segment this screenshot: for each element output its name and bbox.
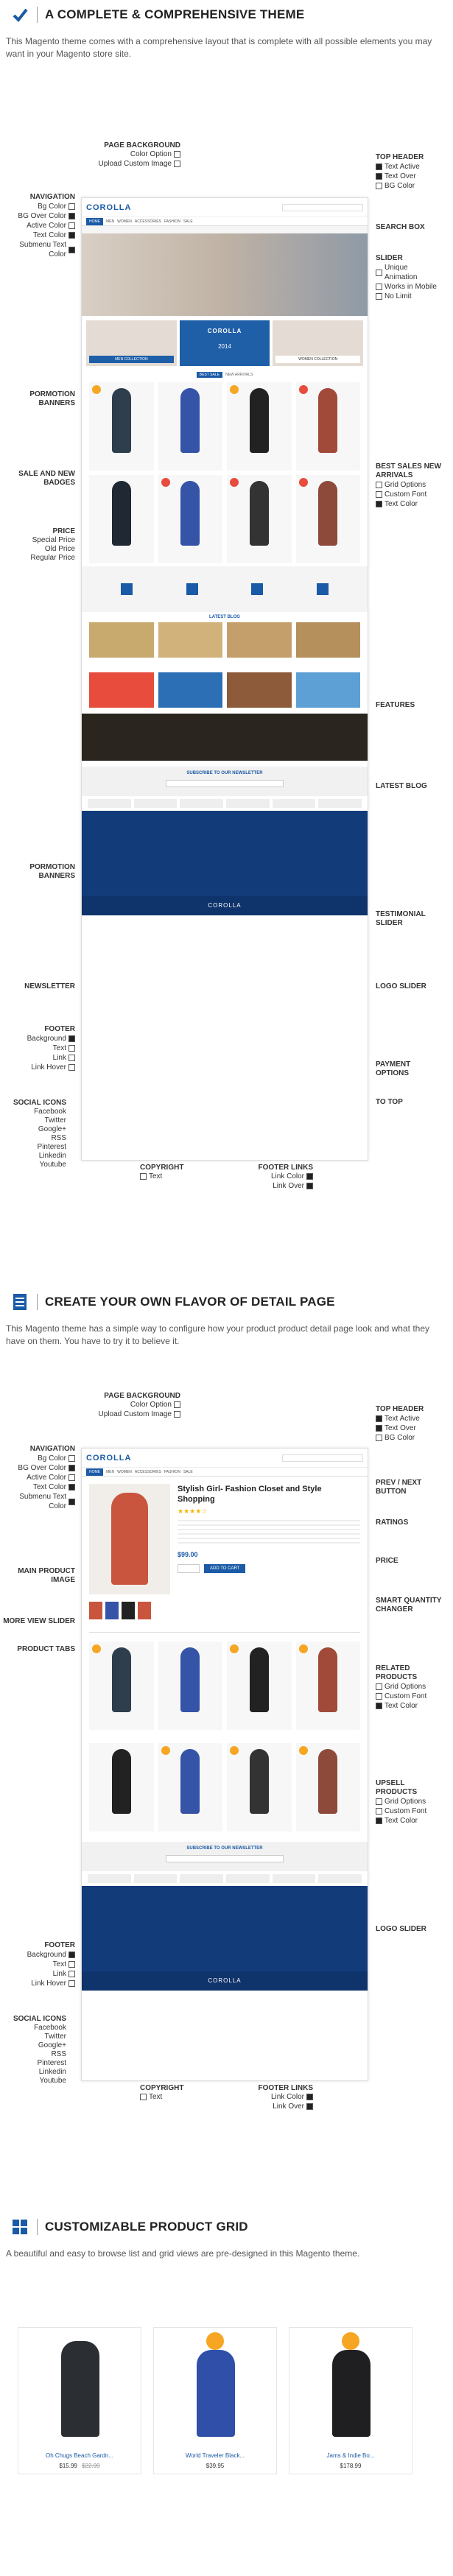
checkbox[interactable]: [69, 222, 75, 229]
checkbox[interactable]: [376, 1808, 382, 1815]
nav-item[interactable]: MEN: [106, 1469, 115, 1474]
checkbox[interactable]: [376, 1798, 382, 1805]
product-price: $39.95: [206, 2463, 225, 2469]
footer-logo: COROLLA: [82, 1971, 368, 1991]
label-related: RELATED PRODUCTS Grid Options Custom Font Text Color: [376, 1664, 427, 1710]
nav-item[interactable]: MEN: [106, 219, 115, 224]
blog-post[interactable]: [158, 622, 223, 658]
product-card[interactable]: [158, 1743, 223, 1831]
more-view-slider[interactable]: [82, 1602, 368, 1619]
promo-banner[interactable]: WOMEN COLLECTION: [273, 320, 363, 366]
label-search-box: SEARCH BOX: [376, 223, 425, 231]
feature-item: [227, 572, 288, 606]
label-page-background: PAGE BACKGROUND Color Option Upload Custom Image: [98, 1392, 180, 1418]
product-card[interactable]: [89, 475, 154, 563]
product-grid: [82, 379, 368, 566]
label-copyright: COPYRIGHT Text: [140, 1164, 184, 1180]
product-title: Stylish Girl- Fashion Closet and Style Shopping: [178, 1485, 322, 1504]
checkbox[interactable]: [69, 1465, 75, 1471]
checkbox[interactable]: [376, 1425, 382, 1432]
logo-item: [318, 799, 362, 808]
new-badge: [230, 385, 239, 394]
checkbox[interactable]: [306, 1183, 313, 1189]
checkbox[interactable]: [69, 1499, 75, 1505]
feature-item: [96, 572, 158, 606]
card-icon: [251, 583, 263, 595]
thumb[interactable]: [105, 1602, 119, 1619]
blog-row: [82, 622, 368, 658]
nav-item[interactable]: SALE: [183, 1469, 193, 1474]
product-info: [178, 1484, 360, 1594]
section-title: CREATE YOUR OWN FLAVOR OF DETAIL PAGE: [45, 1295, 335, 1309]
logo-item: [226, 1874, 270, 1883]
grid-icon: [10, 2217, 29, 2237]
nav-item[interactable]: HOME: [86, 1468, 103, 1476]
label-footer-links: FOOTER LINKS Link Color Link Over: [258, 1164, 313, 1190]
store-footer: [82, 811, 368, 896]
checkbox[interactable]: [69, 1455, 75, 1462]
thumb[interactable]: [89, 1602, 102, 1619]
checkbox[interactable]: [306, 2094, 313, 2100]
nav-item[interactable]: WOMEN: [117, 219, 132, 224]
product-card[interactable]: [89, 382, 154, 471]
store-logo: COROLLA: [86, 203, 132, 212]
new-badge: [299, 1746, 308, 1755]
promo-banner[interactable]: MEN COLLECTION: [86, 320, 177, 366]
checkbox[interactable]: [69, 1961, 75, 1968]
product-price: $99.00: [178, 1551, 198, 1558]
product-tabs: [82, 370, 368, 379]
label-pormotion-banners-2: PORMOTION BANNERS: [29, 863, 75, 880]
tab-best-sale[interactable]: BEST SALE: [197, 372, 222, 378]
checkbox[interactable]: [69, 1055, 75, 1061]
section-intro: This Magento theme comes with a comprehensive layout that is complete with all possible elements you may want in your Magento store site.: [6, 36, 432, 59]
section-intro: A beautiful and easy to browse list and grid views are pre-designed in this Magento theme.: [6, 2248, 360, 2259]
main-product-image[interactable]: [89, 1484, 170, 1594]
add-to-cart-button[interactable]: ADD TO CART: [204, 1564, 245, 1573]
checkbox[interactable]: [69, 1035, 75, 1042]
checkbox[interactable]: [376, 491, 382, 498]
promo-banner[interactable]: [89, 672, 154, 708]
new-badge: [92, 1644, 101, 1653]
sale-badge: [230, 478, 239, 487]
section-detail-page: [0, 1287, 453, 1348]
promo-banner[interactable]: COROLLA 2014: [180, 320, 270, 366]
nav-item[interactable]: SALE: [183, 219, 193, 224]
product-description: [178, 1520, 360, 1546]
divider: [37, 7, 38, 23]
new-badge: [206, 2332, 224, 2350]
sale-badge: [299, 385, 308, 394]
logo-item: [180, 799, 223, 808]
logo-item: [88, 1874, 131, 1883]
label-copyright: COPYRIGHT Text: [140, 2084, 184, 2101]
product-card[interactable]: [158, 1641, 223, 1730]
label-latest-blog: LATEST BLOG: [376, 782, 427, 790]
label-page-background: PAGE BACKGROUND Color Option Upload Custom Image: [98, 141, 180, 168]
logo-item: [273, 799, 316, 808]
product-card[interactable]: [296, 382, 361, 471]
truck-icon: [121, 583, 133, 595]
label-price: PRICE: [376, 1557, 398, 1565]
checkbox[interactable]: [376, 501, 382, 507]
promo-banner[interactable]: [227, 672, 292, 708]
label-more-view: MORE VIEW SLIDER: [3, 1617, 75, 1625]
checkbox[interactable]: [376, 482, 382, 488]
section-header: [0, 0, 453, 29]
checkbox[interactable]: [376, 284, 382, 290]
product-name[interactable]: Oh Chugs Beach Gardn...: [45, 2452, 114, 2459]
checkbox[interactable]: [376, 1683, 382, 1690]
product-grid-preview: [18, 2327, 412, 2474]
checkbox[interactable]: [69, 213, 75, 219]
store-nav: [82, 1468, 368, 1477]
checkbox[interactable]: [376, 270, 382, 276]
checkbox[interactable]: [376, 183, 382, 189]
section-title: A COMPLETE & COMPREHENSIVE THEME: [45, 7, 305, 21]
label-top-header: TOP HEADER Text Active Text Over BG Color: [376, 153, 424, 190]
blog-post[interactable]: [227, 622, 292, 658]
sale-badge: [299, 478, 308, 487]
label-logo-slider: LOGO SLIDER: [376, 982, 426, 990]
store-nav: [82, 217, 368, 226]
product-card[interactable]: [153, 2327, 277, 2474]
product-card[interactable]: [296, 475, 361, 563]
logo-slider[interactable]: [82, 796, 368, 811]
new-badge: [161, 1746, 170, 1755]
blog-post[interactable]: [296, 622, 361, 658]
checkbox[interactable]: [174, 151, 180, 158]
checkbox[interactable]: [376, 1415, 382, 1422]
checkmark-icon: [10, 5, 29, 24]
logo-item: [318, 1874, 362, 1883]
rating-stars: ★★★★☆: [178, 1507, 208, 1515]
latest-blog-title: LATEST BLOG: [209, 615, 240, 619]
checkbox[interactable]: [69, 1474, 75, 1481]
promo-banner[interactable]: [296, 672, 361, 708]
label-navigation: NAVIGATION Bg Color BG Over Color Active Color Text Color Submenu Text Color: [18, 1445, 75, 1510]
new-badge: [230, 1644, 239, 1653]
checkbox[interactable]: [69, 1980, 75, 1987]
checkbox[interactable]: [174, 1401, 180, 1408]
info-bar: [82, 226, 368, 233]
checkbox[interactable]: [140, 2094, 147, 2100]
checkbox[interactable]: [174, 161, 180, 167]
promo-banner[interactable]: [158, 672, 223, 708]
store-header: [82, 198, 368, 217]
theme-homepage-preview: [81, 197, 368, 1161]
product-price: $178.99: [340, 2463, 362, 2469]
label-features: FEATURES: [376, 701, 415, 709]
quantity-stepper[interactable]: [178, 1564, 200, 1573]
section-title: CUSTOMIZABLE PRODUCT GRID: [45, 2220, 248, 2234]
checkbox[interactable]: [306, 1173, 313, 1180]
hero-slider[interactable]: [82, 233, 368, 316]
product-card[interactable]: [289, 2327, 412, 2474]
label-top-header: TOP HEADER Text Active Text Over BG Color: [376, 1405, 424, 1442]
section-intro: This Magento theme has a simple way to configure how your product product detail page look and what they have on them. You have to try it to believe it.: [6, 1323, 429, 1346]
checkbox[interactable]: [376, 1435, 382, 1441]
label-social-icons: SOCIAL ICONS Facebook Twitter Google+ RSS Pinterest Linkedin Youtube: [13, 2015, 66, 2085]
checkbox[interactable]: [306, 2103, 313, 2110]
promo-banners-2: [82, 672, 368, 708]
checkbox[interactable]: [174, 1411, 180, 1418]
feature-item: [292, 572, 354, 606]
store-logo: COROLLA: [86, 1453, 132, 1463]
store-header: [82, 1449, 368, 1468]
newsletter-block: SUBSCRIBE TO OUR NEWSLETTER: [82, 1842, 368, 1871]
logo-item: [180, 1874, 223, 1883]
new-badge: [230, 1746, 239, 1755]
nav-item[interactable]: WOMEN: [117, 1469, 132, 1474]
section-header: [0, 1287, 453, 1317]
checkbox[interactable]: [69, 203, 75, 210]
label-sale-new-badges: SALE AND NEW BADGES: [18, 470, 75, 487]
search-input[interactable]: [282, 204, 363, 211]
checkbox[interactable]: [69, 247, 75, 253]
nav-item[interactable]: ACCESSORIES: [134, 1469, 161, 1474]
checkbox[interactable]: [376, 163, 382, 170]
testimonial-slider[interactable]: [82, 714, 368, 761]
checkbox[interactable]: [69, 1045, 75, 1052]
label-smart-qty: SMART QUANTITY CHANGER: [376, 1597, 442, 1613]
product-card[interactable]: [296, 1743, 361, 1831]
label-pormotion-banners: PORMOTION BANNERS: [29, 390, 75, 407]
product-detail-preview: [81, 1448, 368, 2081]
section-product-grid: [0, 2212, 453, 2260]
checkbox[interactable]: [376, 173, 382, 180]
product-card[interactable]: [89, 1641, 154, 1730]
label-to-top: TO TOP: [376, 1098, 403, 1106]
product-card[interactable]: [296, 1641, 361, 1730]
nav-item[interactable]: FASHION: [164, 219, 180, 224]
product-tabs[interactable]: [89, 1625, 360, 1633]
divider: [37, 2219, 38, 2235]
promo-banners: [82, 316, 368, 370]
product-card[interactable]: [18, 2327, 141, 2474]
new-badge: [342, 2332, 359, 2350]
product-card[interactable]: [158, 475, 223, 563]
label-testimonial: TESTIMONIAL SLIDER: [376, 910, 426, 927]
checkbox[interactable]: [376, 1693, 382, 1700]
nav-item[interactable]: FASHION: [164, 1469, 180, 1474]
product-card[interactable]: [227, 382, 292, 471]
checkbox[interactable]: [69, 1952, 75, 1958]
label-newsletter: NEWSLETTER: [24, 982, 75, 990]
checkbox[interactable]: [69, 1064, 75, 1071]
nav-item[interactable]: ACCESSORIES: [134, 219, 161, 224]
logo-item: [88, 799, 131, 808]
related-products: [82, 1639, 368, 1733]
product-card[interactable]: [227, 1743, 292, 1831]
sale-badge: [161, 478, 170, 487]
product-card[interactable]: [227, 1641, 292, 1730]
thumb[interactable]: [138, 1602, 151, 1619]
label-navigation: NAVIGATION Bg Color BG Over Color Active Color Text Color Submenu Text Color: [18, 193, 75, 258]
product-detail: [82, 1477, 368, 1602]
logo-item: [226, 799, 270, 808]
logo-item: [134, 799, 178, 808]
checkbox[interactable]: [376, 293, 382, 300]
newsletter-input[interactable]: [166, 1855, 284, 1862]
section-header: [0, 2212, 453, 2242]
label-social-icons: SOCIAL ICONS Facebook Twitter Google+ RSS Pinterest Linkedin Youtube: [13, 1099, 66, 1169]
checkbox[interactable]: [69, 1484, 75, 1491]
nav-item[interactable]: HOME: [86, 218, 103, 225]
document-icon: [10, 1292, 29, 1312]
product-card[interactable]: [89, 1743, 154, 1831]
thumb[interactable]: [122, 1602, 135, 1619]
new-badge: [92, 385, 101, 394]
label-upsell: UPSELL PRODUCTS Grid Options Custom Font Text Color: [376, 1779, 427, 1825]
label-payment: PAYMENT OPTIONS: [376, 1060, 411, 1077]
checkbox[interactable]: [69, 232, 75, 239]
product-card[interactable]: [158, 382, 223, 471]
blog-post[interactable]: [89, 622, 154, 658]
checkbox[interactable]: [69, 1971, 75, 1977]
feature-item: [162, 572, 223, 606]
checkbox[interactable]: [376, 1703, 382, 1709]
search-input[interactable]: [282, 1454, 363, 1462]
footer-logo: COROLLA: [82, 896, 368, 915]
product-name[interactable]: Jams & Indie Bo...: [326, 2452, 375, 2459]
gift-icon: [186, 583, 198, 595]
label-price: PRICE Special Price Old Price Regular Price: [30, 527, 75, 562]
upsell-products: [82, 1740, 368, 1834]
newsletter-block: SUBSCRIBE TO OUR NEWSLETTER: [82, 767, 368, 796]
checkbox[interactable]: [376, 1817, 382, 1824]
product-card[interactable]: [227, 475, 292, 563]
divider: [37, 1294, 38, 1310]
label-logo-slider: LOGO SLIDER: [376, 1925, 426, 1933]
label-best-sales: BEST SALES NEW ARRIVALS Grid Options Custom Font Text Color: [376, 462, 441, 508]
label-footer: FOOTER Background Text Link Link Hover: [27, 1025, 75, 1071]
logo-slider[interactable]: [82, 1871, 368, 1886]
label-footer: FOOTER Background Text Link Link Hover: [27, 1941, 75, 1988]
checkbox[interactable]: [140, 1173, 147, 1180]
newsletter-input[interactable]: [166, 780, 284, 787]
product-price: $15.99 $22.99: [59, 2463, 100, 2469]
new-badge: [299, 1644, 308, 1653]
store-footer: [82, 1886, 368, 1971]
features-row: [82, 566, 368, 612]
tab-new-arrivals[interactable]: NEW ARRIVALS: [225, 373, 253, 377]
logo-item: [273, 1874, 316, 1883]
section-complete-theme: [0, 0, 453, 60]
support-icon: [317, 583, 329, 595]
label-footer-links: FOOTER LINKS Link Color Link Over: [258, 2084, 313, 2111]
label-product-tabs: PRODUCT TABS: [17, 1645, 75, 1653]
product-name[interactable]: World Traveler Black...: [185, 2452, 245, 2459]
label-main-image: MAIN PRODUCT IMAGE: [18, 1567, 75, 1584]
logo-item: [134, 1874, 178, 1883]
label-prev-next: PREV / NEXT BUTTON: [376, 1479, 422, 1496]
label-ratings: RATINGS: [376, 1518, 409, 1527]
label-slider: SLIDER Unique Animation Works in Mobile No Limit: [376, 254, 437, 300]
